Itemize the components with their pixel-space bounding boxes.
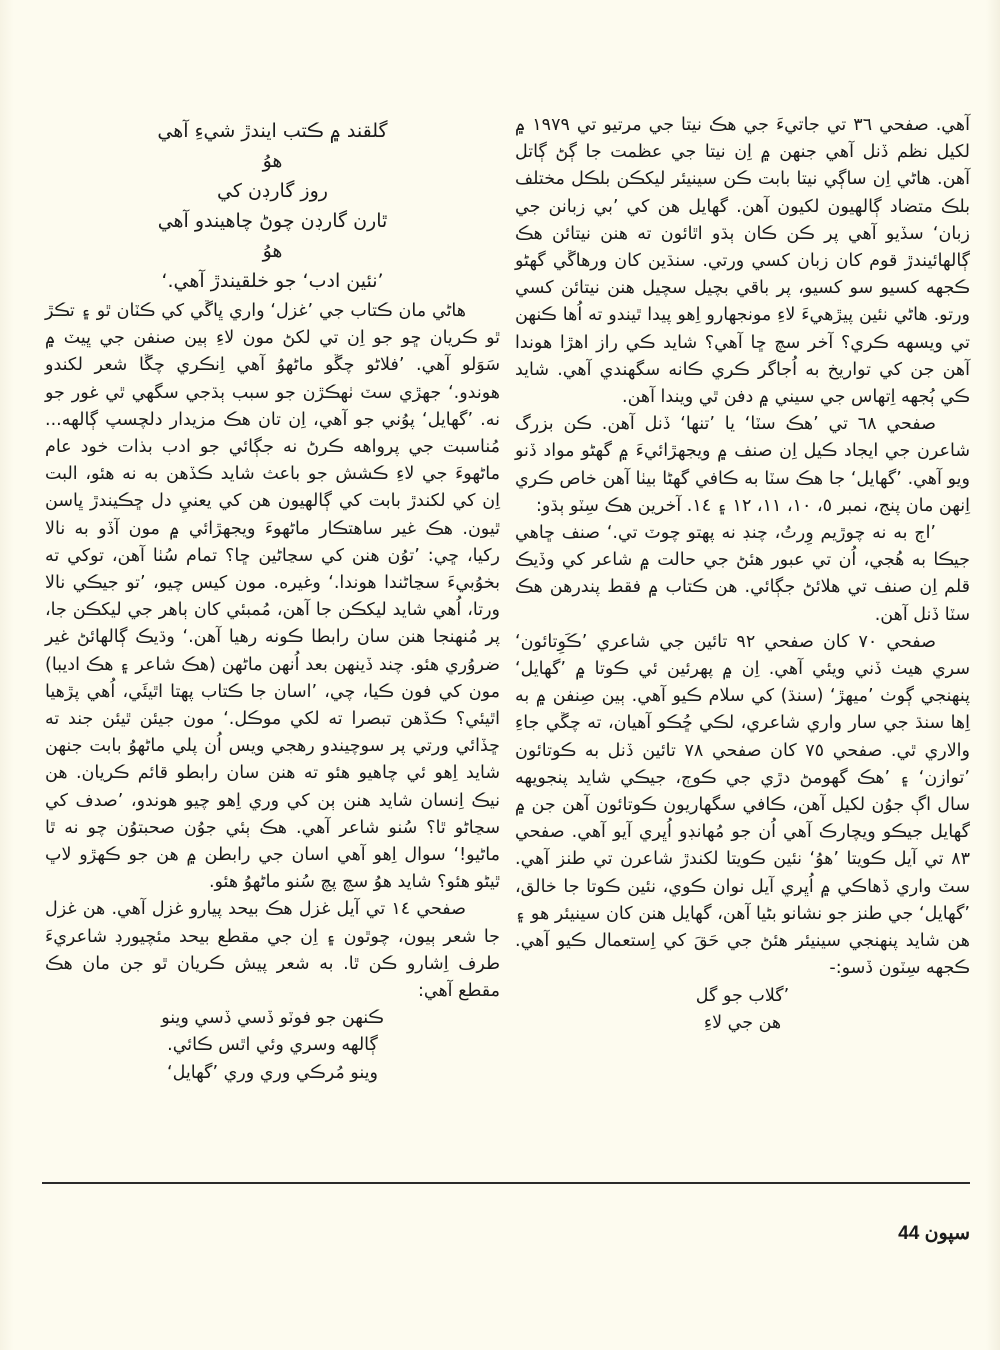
paragraph: هاڻي مان ڪتاب جي ’غزل‘ واري ڀاڱي کي ڪٽان ٿو ۽ تڪڙ ٿو ڪريان ڇو جو اِن تي لکڻ مون لاءِ ٻين صنفن جي ڀيٽ ۾ سَوَلو آهي. ’فلاڻو چڱو ماڻهوُ آهي اِنڪري چڱا شعر لکندو هوندو.‘ جهڙي سٽ ٺهڪڙن جو سبب ٻڌجي سگهي ٿي غور جو نه. ’گهايل‘ پوُني جو آهي، اِن تان هڪ مزيدار دلچسپ ڳالهه... مُناسبت جي پرواهه ڪرڻ نه جڳائي جو ادب بذات خود عام ماڻهوءَ جي لاءِ ڪشش جو باعث شايد ڪڏهن به نه هئو، البت اِن کي لکندڙ بابت کي ڳالهيون هن کي يعنيِ دل ڇڪيندڙ ڀاسن ٿيون. هڪ غير ساهتڪار ماڻهوءَ ويجهڙائي ۾ مون آڏو به نالا رکيا، ڇي: ’توُن هنن کي سڃاڻين ڇا؟ تمام سُٺا آهن، توکي ته بخوُبيءَ سڃاڻندا هوندا.‘ وغيره. مون کيس چيو، ’تو جيڪي نالا ورتا، اُهي شايد ليکڪن جا آهن، مُمبئي کان ٻاهر جي ليکڪن جا، پر مُنهنجا هنن سان رابطا ڪونه رهيا آهن.‘ وڌيڪ ڳالهائڻ غير ضروُري هئو. چند ڏينهن بعد اُنهن ماڻهن (هڪ شاعر ۽ هڪ اديبا) مون کي فون ڪيا، چي، ’اسان جا ڪتاب پهتا اٿيئَي، اُهي پڙهيا اٿيئي؟ ڪڏهن تبصرا ته لکي موڪل.‘ مون جيئن ٿيئن جند ته ڇڏائي ورتي پر سوچيندو رهجي ويس اُن پلي ماڻهوُ بابت جنهن شايد اِهو ئي چاهيو هئو ته هنن سان رابطو قائم ڪريان. هن نيڪ اِنسان شايد هنن ٻن کي وري اِهو چيو هوندو، ’صدف کي سڃاڻو ٿا؟ سُنو شاعر آهي. هڪ ٻئي جوُن صحبتوُن چو نه ٿا ماڻيو!‘ سوال اِهو آهي اسان جي رابطن ۾ هن جو ڪهڙو لاڀ ٿيڻو هئو؟ شايد هوُ سچ پچ سُنو ماڻهوُ هئو. bbox=[45, 301, 500, 893]
right-column bbox=[515, 112, 970, 1172]
verse-line: هن جي لاءِ bbox=[703, 1012, 782, 1033]
verse-line: ٿارن گارڊن چوڻ چاهيندو آهي bbox=[157, 210, 388, 232]
verse-line: وينو مُرڪي وري وري ’گهايل‘ bbox=[167, 1062, 378, 1083]
left-column bbox=[45, 112, 500, 1172]
paragraph: آهي. صفحي ٣٦ تي جاتيءَ جي هڪ نيتا جي مرتيو تي ١٩٧٩ ۾ لکيل نظم ڏنل آهي جنهن ۾ اِن نيتا جي عظمت جا ڳڻ ڳاتل آهن. هاڻي اِن ساڳي نيتا بابت ڪن سينيئر ليکڪن بلڪل مختلف بلڪ متضاد ڳالهيون لکيون آهن. گهايل هن کي ’بي زبانن جي زبان‘ سڏيو آهي پر ڪن ڪان ٻڌو اٿائون ته هنن نيتائن هڪ ڳالهائيندڙ قوم کان زبان کسي ورتي. سنڌين کان ورهاڱي گهڻو ڪجهه کسيو سو کسيو، پر باقي بچيل سچيل هنن نيتائن کسي ورتو. هاڻي نئين پيڙهيءَ لاءِ مونجهارو اِهو پيدا ٿيندو ته اُها ڪنهن تي ويسهه ڪري؟ آخر سچ ڇا آهي؟ شايد ڪي راز اهڙا هوندا آهن جن کي تواريخ به اُجاگر ڪري ڪانه سگهندي آهي. شايد ڪي ٻُجهه اِتهاس جي سيني ۾ دفن ٿي ويندا آهن. bbox=[515, 115, 970, 408]
verse-block-top bbox=[45, 116, 500, 296]
verse-block-bottom bbox=[45, 1005, 500, 1087]
footer-divider bbox=[42, 1182, 970, 1184]
verse-line: ڪنهن جو فوٽو ڏسي ڏسي وينو bbox=[161, 1008, 384, 1029]
paragraph: صفحي ٦٨ تي ’هڪ سٽا‘ يا ’تنها‘ ڏنل آهن. ڪن بزرگ شاعرن جي ايجاد ڪيل اِن صنف ۾ ويجهڙائيءَ ۾ گهڻو مواد ڏنو ويو آهي. ’گهايل‘ جا هڪ سٽا به ڪافي گهڻا بيٺا آهن خاص ڪري اِنهن مان پنج، نمبر ٥، ١٠، ١١، ١٢ ۽ ١٤. آخرين هڪ سِٽو ٻڌو: bbox=[515, 414, 970, 516]
verse-line: ’گلاب جو گل bbox=[695, 985, 790, 1006]
two-column-layout bbox=[45, 112, 970, 1172]
paragraph: صفحي ١٤ تي آيل غزل هڪ بيحد پيارو غزل آهي. هن غزل جا شعر ٻيون، چوٿون ۽ اِن جي مقطع بيحد مئچيورڊ شاعريءَ طرف اِشارو ڪن ٿا. به شعر پيش ڪريان ٿو جن مان هڪ مقطع آهي: bbox=[45, 899, 500, 1002]
magazine-name: سپون bbox=[924, 1223, 970, 1244]
paragraph: ’اڄ به نه چوڙيم وِرتُ، چنڊ نه پهتو چوٽ تي.‘ صنف ڇاهي جيڪا به هُجي، اُن تي عبور هئڻ جي حالت ۾ شاعر کي وڏيڪ قلم اِن صنف تي هلائڻ جڳائي. هن ڪتاب ۾ فقط پندرهن هڪ سٽا ڏنل آهن. bbox=[515, 523, 970, 625]
verse-line: گلقند ۾ ڪتب ايندڙ شيءِ آهي bbox=[157, 120, 388, 142]
paragraph: صفحي ٧٠ کان صفحي ٩٢ تائين جي شاعري ’ڪَوِتائون‘ سري هيٺ ڏني ويئي آهي. اِن ۾ پهرئين ئي ڪوتا ۾ ’گهايل‘ پنهنجي ڳوٺ ’ميهڙ‘ (سنڌ) کي سلام ڪيو آهي. ٻين صِنفن ۾ به اِها سنڌ جي سار واري شاعري، لڪي ڇُڪو آهيان، ته چڱي جاءِ والاري ٿي. صفحي ٧٥ کان صفحي ٧٨ تائين ڏنل به ڪوتائون ’توازن‘ ۽ ’هڪ گهومڻ دڙي جي ڪوڄ، جيڪي شايد پنجويهه سال اڳ جوُن لکيل آهن، ڪافي سگهاريون ڪوتائون آهن جن ۾ گهايل جيڪو ويچارڪ آهي اُن جو مُهانڊو اُڀري آيو آهي. صفحي ٨٣ تي آيل ڪويتا ’هوُ‘ نئين ڪويتا لکندڙ شاعرن تي طنز آهي. سٽ واري ڏهاڪي ۾ اُڀري آيل نوان ڪوي، نئين ڪوتا جا خالق، ’گهايل‘ جي طنز جو نشانو بڻيا آهن، گهايل هنن کان سينيئر هو ۽ هن شايد پنهنجي سينيئر هئڻ جي حَقَ کي اِستعمال ڪيو آهي. ڪجهه سِٽون ڏسو:- bbox=[515, 631, 970, 979]
verse-line: ’نئين ادب‘ جو خلقيندڙ آهي.‘ bbox=[161, 270, 384, 292]
page-footer bbox=[820, 1222, 970, 1245]
verse-line: ڳالهه وسري وئي اٿس ڪائي. bbox=[167, 1035, 378, 1056]
verse-line: روز گارڊن کي bbox=[217, 180, 328, 202]
page-number: 44 bbox=[898, 1223, 920, 1244]
verse-line: هوُ bbox=[262, 150, 283, 172]
verse-line: هوُ bbox=[262, 240, 283, 262]
